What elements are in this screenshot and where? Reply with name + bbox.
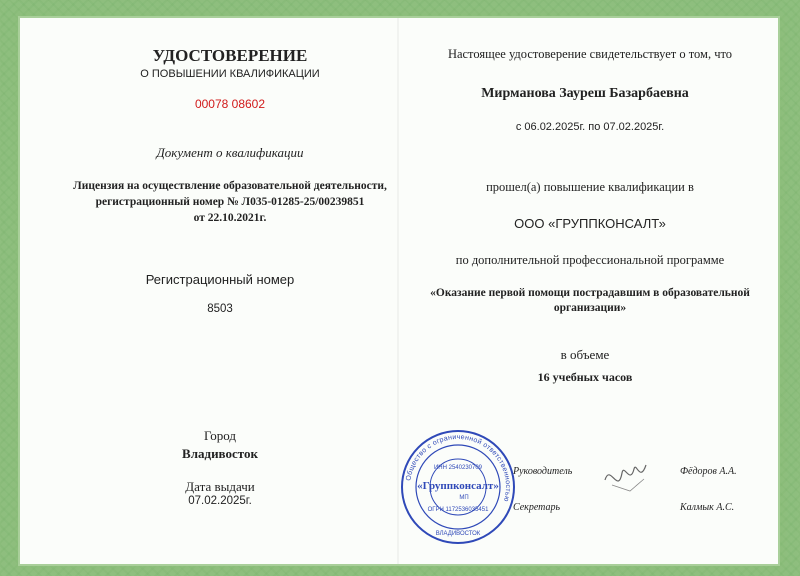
license-line-1: Лицензия на осуществление образовательной деятельности, — [73, 180, 387, 192]
stamp-outer-text: Общество с ограниченной ответственностью — [405, 433, 512, 503]
certificate-number: 00078 08602 — [194, 97, 266, 111]
training-period-text: с 06.02.2025г. по 07.02.2025г. — [515, 121, 665, 133]
issue-date-value: 07.02.2025г. — [188, 495, 252, 507]
organization-name: ООО «ГРУППКОНСАЛТ» — [514, 216, 666, 231]
registration-label: Регистрационный номер — [145, 272, 295, 287]
stamp-mp: МП — [459, 495, 469, 501]
head-role: Руководитель — [513, 466, 573, 477]
stamp-inn: ИНН 2540230709 — [433, 465, 483, 471]
program-title-line-1: «Оказание первой помощи пострадавшим в образовательной — [430, 287, 750, 299]
passed-text: прошел(а) повышение квалификации в — [486, 180, 694, 194]
intro-text: Настоящее удостоверение свидетельствует о том, что — [447, 47, 733, 61]
program-title-line-2: организации» — [553, 302, 627, 314]
stamp-city: ВЛАДИВОСТОК — [435, 531, 481, 537]
head-name: Фёдоров А.А. — [680, 466, 737, 477]
organization-stamp — [398, 427, 518, 547]
program-label: по дополнительной профессиональной программе — [455, 253, 725, 267]
registration-number: 8503 — [207, 303, 233, 315]
license-line-2 — [40, 196, 420, 208]
training-period — [460, 121, 720, 133]
license-line-3: от 22.10.2021г. — [193, 212, 267, 224]
stamp-center-text: «Группконсалт» — [417, 480, 499, 492]
city-value: Владивосток — [182, 446, 258, 461]
issue-date-label: Дата выдачи — [185, 479, 255, 494]
secretary-name: Калмык А.С. — [680, 502, 735, 513]
secretary-role: Секретарь — [513, 502, 561, 513]
hours-value: 16 учебных часов — [537, 370, 633, 384]
certificate-title: УДОСТОВЕРЕНИЕ — [152, 46, 308, 65]
stamp-ogrn: ОГРН 1172536035451 — [427, 507, 489, 513]
recipient-name: Мирманова Зауреш Базарбаевна — [481, 86, 689, 101]
document-type: Документ о квалификации — [156, 145, 304, 160]
volume-label: в объеме — [560, 347, 610, 362]
handwritten-signature — [600, 455, 650, 500]
certificate-subtitle: О ПОВЫШЕНИИ КВАЛИФИКАЦИИ — [140, 68, 320, 80]
city-label: Город — [203, 428, 237, 443]
license-line-2-text: регистрационный номер № Л035-01285-25/00239851 — [95, 196, 365, 208]
